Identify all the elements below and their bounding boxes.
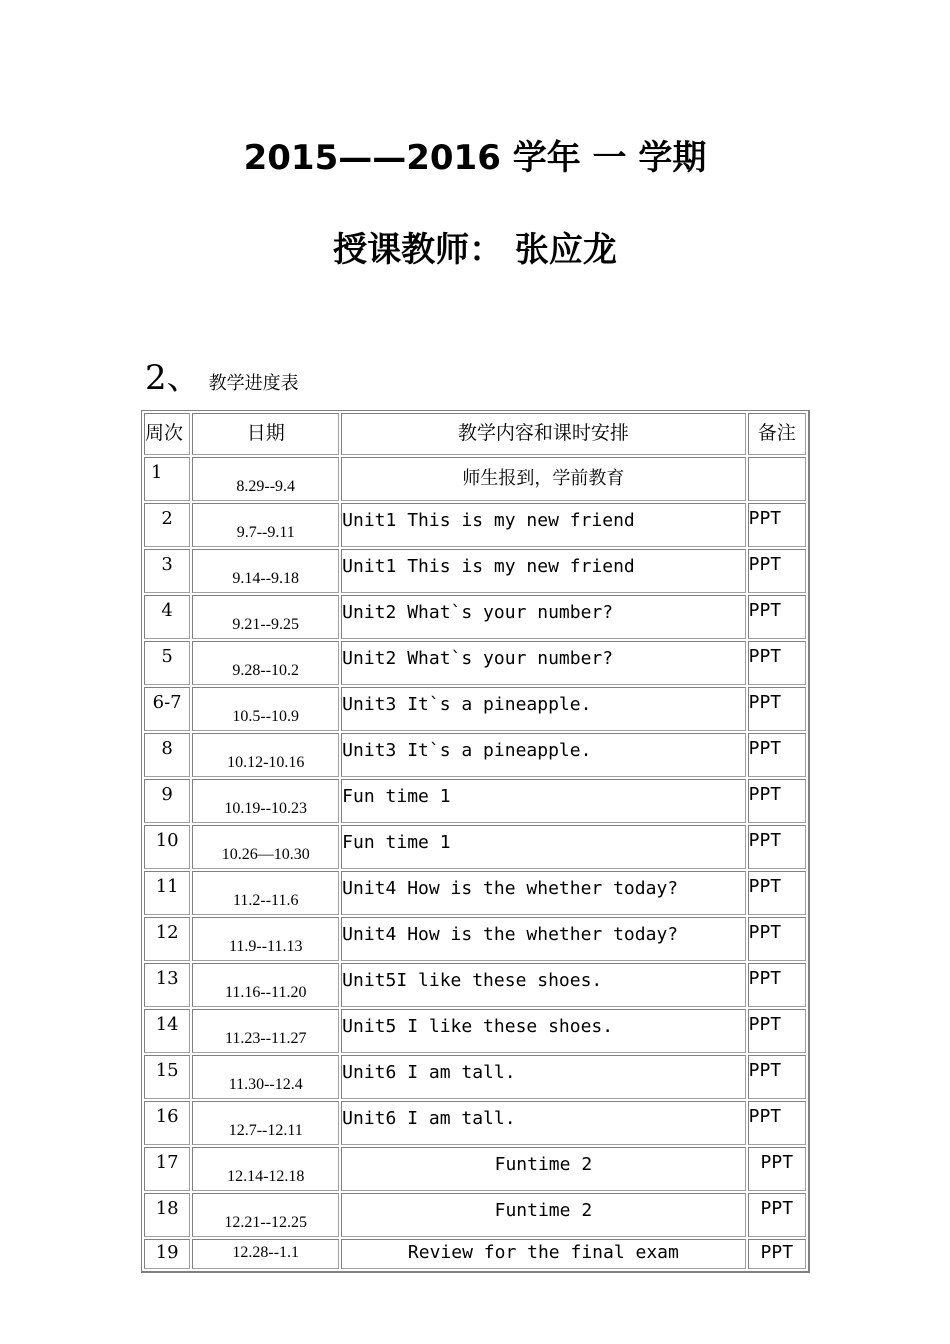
- content-cell: 师生报到，学前教育: [341, 457, 745, 501]
- schedule-table: [141, 410, 810, 1273]
- content-cell: Unit1 This is my new friend: [341, 549, 745, 593]
- date-cell: 10.19--10.23: [192, 779, 339, 823]
- week-cell: 14: [144, 1009, 190, 1053]
- table-row: [144, 1009, 806, 1053]
- note-cell: PPT: [748, 871, 806, 915]
- table-row: [144, 457, 806, 501]
- table-row: [144, 595, 806, 639]
- week-cell: 17: [144, 1147, 190, 1191]
- date-cell: 9.28--10.2: [192, 641, 339, 685]
- content-cell: Unit5 I like these shoes.: [341, 1009, 745, 1053]
- note-cell: PPT: [748, 549, 806, 593]
- table-row: [144, 917, 806, 961]
- header-week: 周次: [144, 413, 190, 455]
- date-cell: 9.7--9.11: [192, 503, 339, 547]
- date-cell: 11.30--12.4: [192, 1055, 339, 1099]
- content-cell: Unit4 How is the whether today?: [341, 871, 745, 915]
- content-cell: Unit1 This is my new friend: [341, 503, 745, 547]
- table-header-row: [144, 413, 806, 455]
- content-cell: Unit3 It`s a pineapple.: [341, 687, 745, 731]
- week-cell: 3: [144, 549, 190, 593]
- table-row: [144, 871, 806, 915]
- section-number: 2、: [145, 358, 201, 398]
- content-cell: Unit2 What`s your number?: [341, 595, 745, 639]
- week-cell: 16: [144, 1101, 190, 1145]
- header-date: 日期: [192, 413, 339, 455]
- date-cell: 11.2--11.6: [192, 871, 339, 915]
- content-cell: Unit3 It`s a pineapple.: [341, 733, 745, 777]
- date-cell: 11.23--11.27: [192, 1009, 339, 1053]
- note-cell: PPT: [748, 595, 806, 639]
- table-row: [144, 641, 806, 685]
- week-cell: 12: [144, 917, 190, 961]
- content-cell: Fun time 1: [341, 779, 745, 823]
- note-cell: PPT: [748, 917, 806, 961]
- section-title: 教学进度表: [208, 373, 299, 394]
- week-cell: 15: [144, 1055, 190, 1099]
- week-cell: 10: [144, 825, 190, 869]
- week-cell: 4: [144, 595, 190, 639]
- content-cell: Review for the final exam: [341, 1239, 745, 1269]
- content-cell: Unit4 How is the whether today?: [341, 917, 745, 961]
- date-cell: 12.7--12.11: [192, 1101, 339, 1145]
- week-cell: 11: [144, 871, 190, 915]
- header-note: 备注: [748, 413, 806, 455]
- note-cell: PPT: [748, 1239, 806, 1269]
- date-cell: 12.28--1.1: [192, 1239, 339, 1269]
- table-row: [144, 1193, 806, 1237]
- note-cell: PPT: [748, 733, 806, 777]
- week-cell: 1: [144, 457, 190, 501]
- week-cell: 8: [144, 733, 190, 777]
- date-cell: 12.14-12.18: [192, 1147, 339, 1191]
- date-cell: 8.29--9.4: [192, 457, 339, 501]
- note-cell: PPT: [748, 1101, 806, 1145]
- week-cell: 9: [144, 779, 190, 823]
- week-cell: 13: [144, 963, 190, 1007]
- note-cell: [748, 457, 806, 501]
- date-cell: 9.21--9.25: [192, 595, 339, 639]
- content-cell: Unit5I like these shoes.: [341, 963, 745, 1007]
- note-cell: PPT: [748, 1009, 806, 1053]
- table-row: [144, 779, 806, 823]
- table-row: [144, 1239, 806, 1269]
- note-cell: PPT: [748, 825, 806, 869]
- note-cell: PPT: [748, 641, 806, 685]
- table-row: [144, 1101, 806, 1145]
- week-cell: 2: [144, 503, 190, 547]
- section-heading: [145, 350, 299, 399]
- note-cell: PPT: [748, 779, 806, 823]
- date-cell: 11.16--11.20: [192, 963, 339, 1007]
- content-cell: Fun time 1: [341, 825, 745, 869]
- note-cell: PPT: [748, 1055, 806, 1099]
- date-cell: 11.9--11.13: [192, 917, 339, 961]
- content-cell: Unit2 What`s your number?: [341, 641, 745, 685]
- table-row: [144, 1055, 806, 1099]
- semester-title: 2015——2016 学年 一 学期: [243, 138, 707, 178]
- teacher-line: 授课教师： 张应龙: [333, 230, 617, 270]
- table-row: [144, 963, 806, 1007]
- note-cell: PPT: [748, 963, 806, 1007]
- note-cell: PPT: [748, 1193, 806, 1237]
- week-cell: 19: [144, 1239, 190, 1269]
- week-cell: 18: [144, 1193, 190, 1237]
- table-row: [144, 733, 806, 777]
- content-cell: Funtime 2: [341, 1147, 745, 1191]
- note-cell: PPT: [748, 687, 806, 731]
- table-row: [144, 687, 806, 731]
- date-cell: 10.5--10.9: [192, 687, 339, 731]
- week-cell: 6-7: [144, 687, 190, 731]
- table-row: [144, 549, 806, 593]
- table-row: [144, 825, 806, 869]
- week-cell: 5: [144, 641, 190, 685]
- date-cell: 12.21--12.25: [192, 1193, 339, 1237]
- header-content: 教学内容和课时安排: [341, 413, 745, 455]
- content-cell: Funtime 2: [341, 1193, 745, 1237]
- date-cell: 10.12-10.16: [192, 733, 339, 777]
- date-cell: 9.14--9.18: [192, 549, 339, 593]
- note-cell: PPT: [748, 1147, 806, 1191]
- note-cell: PPT: [748, 503, 806, 547]
- table-row: [144, 1147, 806, 1191]
- content-cell: Unit6 I am tall.: [341, 1101, 745, 1145]
- content-cell: Unit6 I am tall.: [341, 1055, 745, 1099]
- date-cell: 10.26—10.30: [192, 825, 339, 869]
- table-row: [144, 503, 806, 547]
